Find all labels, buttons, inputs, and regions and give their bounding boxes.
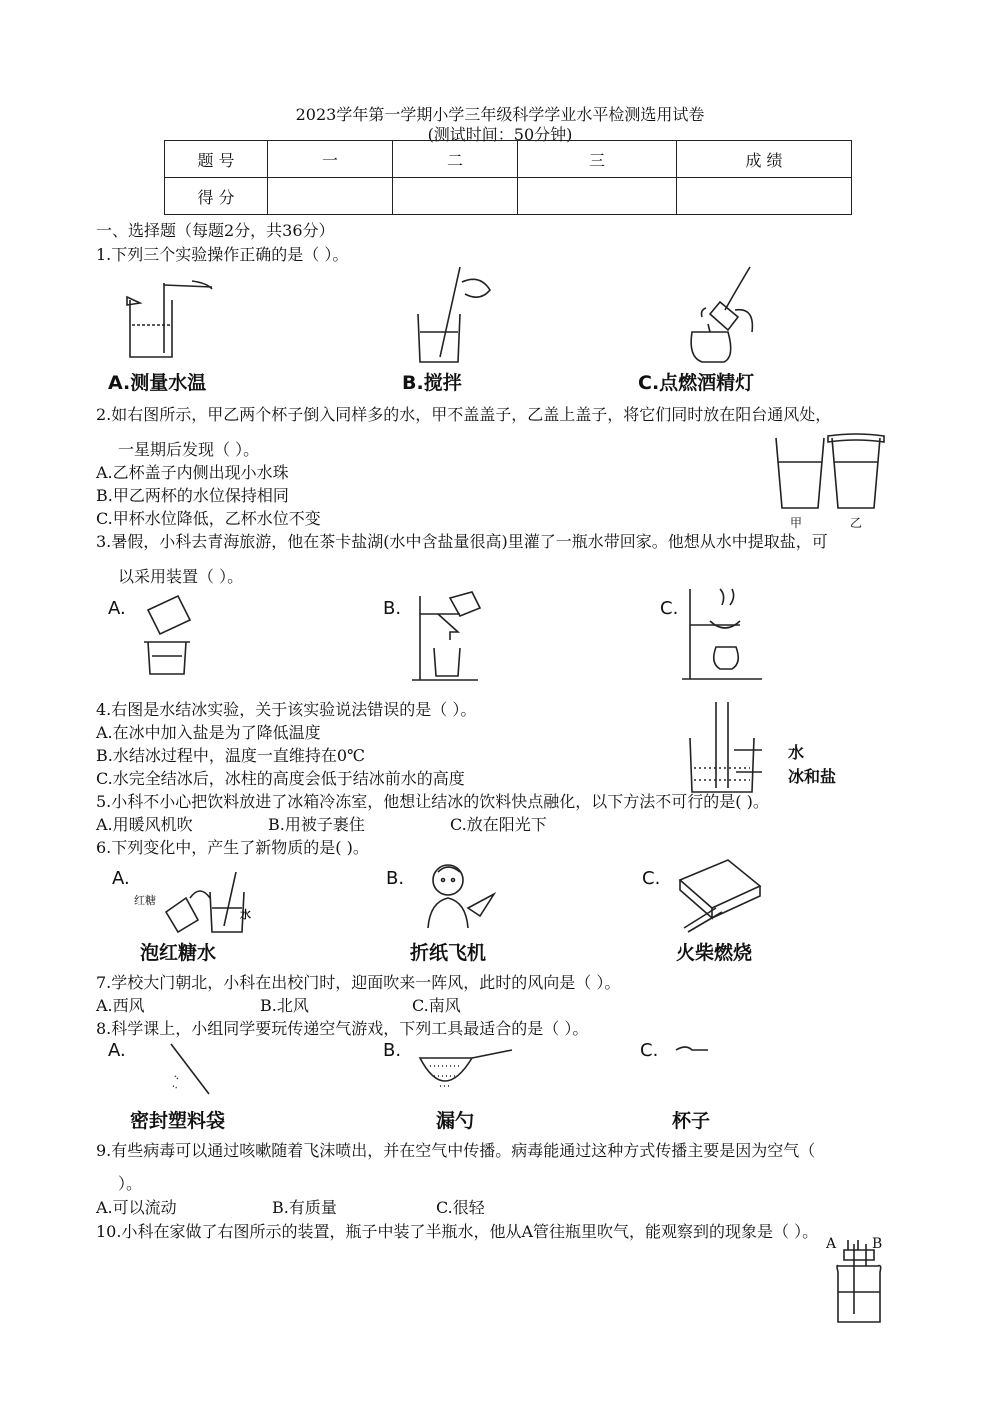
pouring-beaker-icon: [138, 592, 198, 682]
score-table: [164, 140, 852, 215]
q8-label-b: B.: [383, 1040, 402, 1061]
q2-option-c[interactable]: C.甲杯水位降低，乙杯水位不变: [96, 509, 321, 528]
score-cell[interactable]: [518, 178, 677, 215]
question-7: 7.学校大门朝北，小科在出校门时，迎面吹来一阵风，此时的风向是（ ）。: [96, 973, 621, 992]
q8-caption-a: 密封塑料袋: [130, 1110, 226, 1132]
q2-option-b[interactable]: B.甲乙两杯的水位保持相同: [96, 486, 289, 505]
q7-option-c[interactable]: C.南风: [412, 996, 461, 1015]
q9-option-a[interactable]: A.可以流动: [96, 1198, 177, 1217]
q8-caption-b: 漏勺: [436, 1110, 475, 1132]
score-cell: 题 号: [165, 141, 268, 178]
two-cups-icon: [772, 432, 892, 512]
q6-label-b: B.: [386, 868, 405, 889]
q9-option-c[interactable]: C.很轻: [436, 1198, 485, 1217]
q3-label-b: B.: [383, 598, 402, 619]
q5-option-c[interactable]: C.放在阳光下: [450, 815, 547, 834]
q6-label-a: A.: [112, 868, 130, 889]
score-table-header-row: [165, 141, 852, 178]
label-water: 水: [788, 743, 805, 762]
q4-option-b[interactable]: B.水结冰过程中，温度一直维持在0℃: [96, 746, 365, 765]
question-10: 10.小科在家做了右图所示的装置，瓶子中装了半瓶水，他从A管往瓶里吹气，能观察到的现象是（ ）。: [96, 1222, 819, 1241]
score-cell[interactable]: [268, 178, 393, 215]
q4-option-c[interactable]: C.水完全结冰后，冰柱的高度会低于结冰前水的高度: [96, 769, 465, 788]
q6-caption-c: 火柴燃烧: [676, 942, 753, 964]
annotation-water: 水: [240, 908, 251, 921]
score-cell: 成 绩: [677, 141, 852, 178]
question-1: 1.下列三个实验操作正确的是（ ）。: [96, 245, 349, 264]
strainer-icon: [416, 1044, 516, 1104]
section-heading: 一、选择题（每题2分，共36分）: [96, 221, 335, 240]
q1-caption-a: A.测量水温: [108, 372, 207, 394]
q2-option-a[interactable]: A.乙杯盖子内侧出现小水珠: [96, 463, 289, 482]
score-cell: 得 分: [165, 178, 268, 215]
q8-label-c: C.: [640, 1040, 659, 1061]
q6-caption-b: 折纸飞机: [410, 942, 487, 964]
q8-caption-c: 杯子: [672, 1110, 711, 1132]
boy-paper-plane-icon: [420, 858, 500, 933]
cup-label-yi: 乙: [850, 516, 863, 530]
question-3: 3.暑假，小科去青海旅游，他在茶卡盐湖(水中含盐量很高)里灌了一瓶水带回家。他想从水中提取盐，可: [96, 532, 828, 551]
q6-caption-a: 泡红糖水: [140, 942, 217, 964]
question-9: 9.有些病毒可以通过咳嗽随着飞沫喷出，并在空气中传播。病毒能通过这种方式传播主要是因为空气（: [96, 1141, 816, 1160]
question-2: 2.如右图所示，甲乙两个杯子倒入同样多的水，甲不盖盖子，乙盖上盖子，将它们同时放在阳台通风处，: [96, 405, 832, 424]
exam-duration: (测试时间：50分钟): [427, 125, 573, 144]
q7-option-a[interactable]: A.西风: [96, 996, 145, 1015]
score-cell[interactable]: [393, 178, 518, 215]
q5-option-b[interactable]: B.用被子裹住: [268, 815, 365, 834]
q6-label-c: C.: [642, 868, 661, 889]
q8-label-a: A.: [108, 1040, 126, 1061]
tube-label-a: A: [826, 1236, 837, 1252]
sugar-water-icon: [160, 868, 260, 938]
q3-label-c: C.: [660, 598, 679, 619]
thermometer-beaker-icon: [122, 275, 222, 365]
q3-label-a: A.: [108, 598, 126, 619]
tube-label-b: B: [872, 1236, 883, 1252]
q5-option-a[interactable]: A.用暖风机吹: [96, 815, 193, 834]
score-cell: 一: [268, 141, 393, 178]
label-ice-salt: 冰和盐: [788, 767, 837, 786]
ice-salt-experiment-icon: [686, 698, 786, 798]
alcohol-lamp-icon: [680, 262, 780, 367]
question-6: 6.下列变化中，产生了新物质的是( )。: [96, 838, 369, 857]
filtration-apparatus-icon: [410, 590, 490, 686]
exam-title: 2023学年第一学期小学三年级科学学业水平检测选用试卷: [295, 105, 705, 124]
score-cell: 二: [393, 141, 518, 178]
stirring-beaker-icon: [410, 262, 500, 367]
question-8: 8.科学课上，小组同学要玩传递空气游戏，下列工具最适合的是（ ）。: [96, 1019, 589, 1038]
question-2-cont: 一星期后发现（ ）。: [118, 440, 260, 459]
score-table-score-row: [165, 178, 852, 215]
question-5: 5.小科不小心把饮料放进了冰箱冷冻室，他想让结冰的饮料快点融化，以下方法不可行的是( )。: [96, 792, 769, 811]
matchbox-icon: [672, 856, 767, 936]
annotation-sugar: 红糖: [134, 894, 156, 907]
q1-caption-b: B.搅拌: [402, 372, 462, 394]
q4-option-a[interactable]: A.在冰中加入盐是为了降低温度: [96, 723, 321, 742]
cup-icon: [672, 1040, 712, 1060]
q1-caption-c: C.点燃酒精灯: [638, 372, 755, 394]
score-cell: 三: [518, 141, 677, 178]
q7-option-b[interactable]: B.北风: [260, 996, 309, 1015]
sealed-plastic-bag-icon: [165, 1040, 215, 1100]
evaporation-apparatus-icon: [680, 585, 770, 685]
score-cell[interactable]: [677, 178, 852, 215]
question-3-cont: 以采用装置（ ）。: [118, 567, 244, 586]
question-4: 4.右图是水结冰实验，关于该实验说法错误的是（ ）。: [96, 700, 477, 719]
question-9-cont: ）。: [118, 1174, 143, 1193]
q9-option-b[interactable]: B.有质量: [272, 1198, 337, 1217]
cup-label-jia: 甲: [790, 516, 803, 530]
